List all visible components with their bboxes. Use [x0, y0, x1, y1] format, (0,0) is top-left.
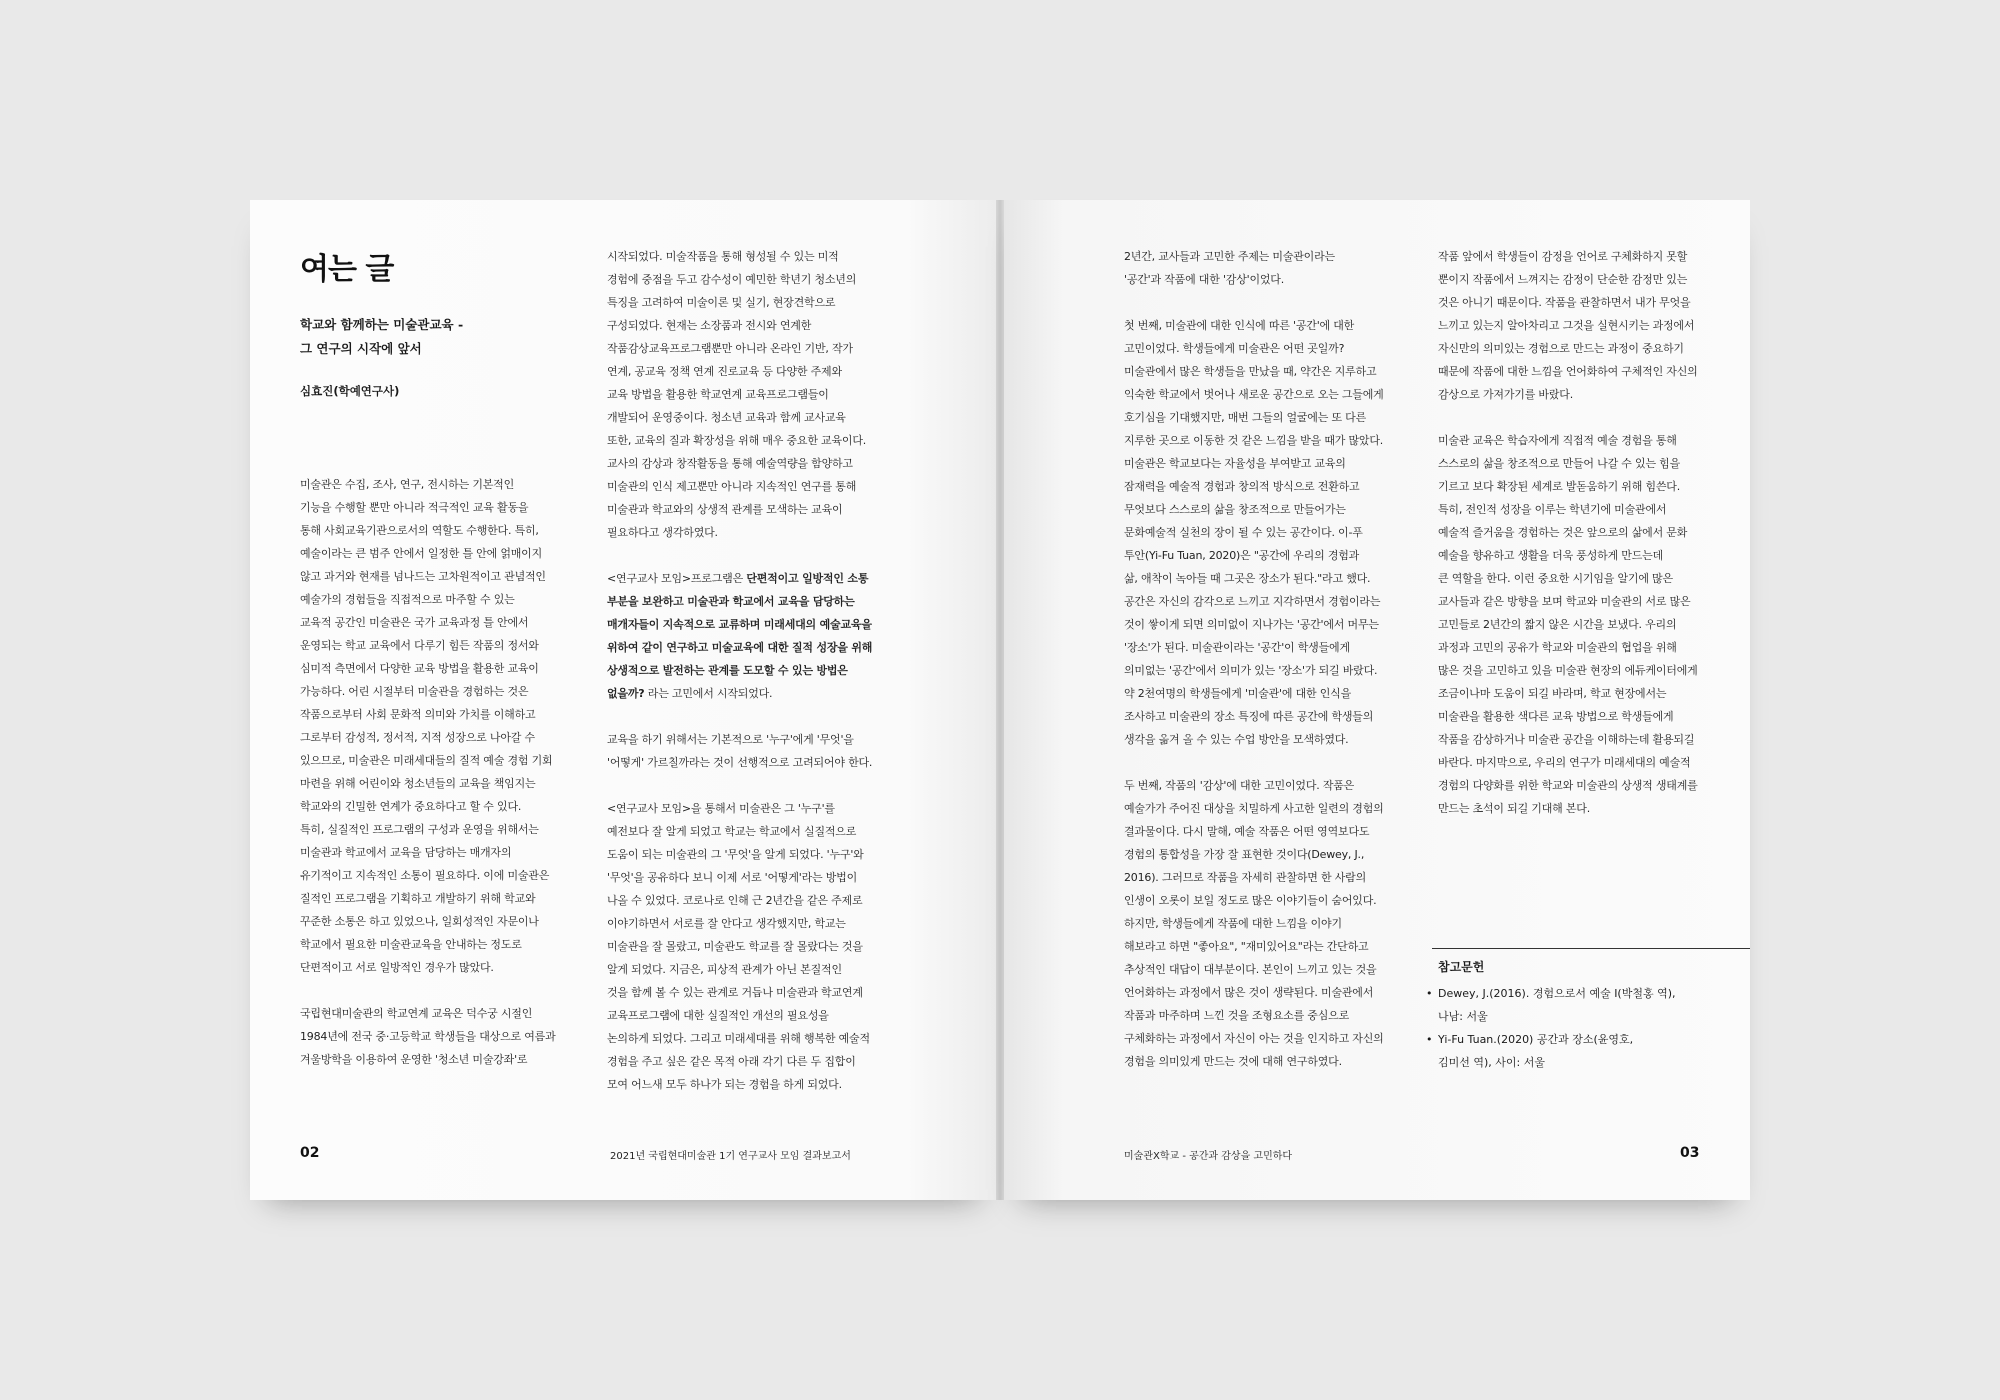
page-title: 여는 글: [300, 252, 394, 287]
page-footer: 2021년 국립현대미술관 1기 연구교사 모임 결과보고서: [610, 1151, 851, 1162]
book-gutter: [996, 200, 1004, 1200]
paragraph: <연구교사 모임>을 통해서 미술관은 그 '누구'를 예전보다 잘 알게 되었고 학교는 학교에서 실질적으로 도움이 되는 미술관의 그 '무엇'을 알게 되었다. '누구'와 '무엇'을 공유하다 보니 이제 서로 '어떻게'라는 방법이 나올 수 있었다. 코로나로 인해 근 2년간을 같은 주제로 이야기하면서 서로를 잘 안다고 생각했지만, 학교는 미술관을 잘 몰랐고, 미술관도 학교를 잘 몰랐다는 것을 알게 되었다. 지금은, 피상적 관계가 아닌 본질적인 것을 함께 볼 수 있는 관계로 거듭나 미술관과 학교연계 교육프로그램에 대한 실질적인 개선의 필요성을 논의하게 되었다. 그리고 미래세대를 위해 행복한 예술적 경험을 주고 싶은 같은 목적 아래 각기 다른 두 집합이 모여 어느새 모두 하나가 되는 경험을 하게 되었다.: [607, 802, 870, 1091]
references-heading: 참고문헌: [1438, 960, 1485, 974]
text-run: 라는 고민에서 시작되었다.: [644, 687, 773, 700]
left-column-1: [300, 473, 600, 1071]
page-number: 03: [1680, 1145, 1700, 1161]
paragraph-emphasis: [607, 567, 907, 705]
bold-text-run: 단편적이고 일방적인 소통 부분을 보완하고 미술관과 학교에서 교육을 담당하는 매개자들이 지속적으로 교류하며 미래세대의 예술교육을 위하여 같이 연구하고 미술교육에 대한 질적 성장을 위해 상생적으로 발전하는 관계를 도모할 수 있는 방법은 없을까?: [607, 572, 873, 700]
article-subtitle: 학교와 함께하는 미술관교육 - 그 연구의 시작에 앞서: [300, 317, 464, 356]
paragraph: 두 번째, 작품의 '감상'에 대한 고민이었다. 작품은 예술가가 주어진 대상을 치밀하게 사고한 일련의 경험의 결과물이다. 다시 말해, 예술 작품은 어떤 영역보다도 경험의 통합성을 가장 잘 표현한 것이다(Dewey, J., 2016). 그러므로 작품을 자세히 관찰하면 한 사람의 인생이 오롯이 보일 정도로 많은 이야기들이 숨어있다. 하지만, 학생들에게 작품에 대한 느낌을 이야기 해보라고 하면 "좋아요", "재미있어요"라는 간단하고 추상적인 대답이 대부분이다. 본인이 느끼고 있는 것을 언어화하는 과정에서 많은 것이 생략된다. 미술관에서 작품과 마주하며 느낀 것을 조형요소를 중심으로 구체화하는 과정에서 자신이 아는 것을 인지하고 자신의 경험을 의미있게 만드는 것에 대해 연구하였다.: [1124, 779, 1384, 1068]
references-list: [1426, 982, 1726, 1074]
reference-item: • Dewey, J.(2016). 경험으로서 예술 I(박철홍 역), 나남: 서울: [1426, 982, 1726, 1028]
paragraph: 2년간, 교사들과 고민한 주제는 미술관이라는 '공간'과 작품에 대한 '감상'이었다.: [1124, 250, 1335, 286]
booklet-spread: [250, 200, 1750, 1200]
author-line: 심효진(학예연구사): [300, 384, 400, 398]
paragraph: 미술관 교육은 학습자에게 직접적 예술 경험을 통해 스스로의 삶을 창조적으로 만들어 나갈 수 있는 힘을 기르고 보다 확장된 세계로 발돋움하기 위해 힘쓴다. 특히, 전인적 성장을 이루는 학년기에 미술관에서 예술적 즐거움을 경험하는 것은 앞으로의 삶에서 문화 예술을 향유하고 생활을 더욱 풍성하게 만드는데 큰 역할을 한다. 이런 중요한 시기임을 알기에 많은 교사들과 같은 방향을 보며 학교와 미술관의 서로 많은 고민들로 2년간의 짧지 않은 시간을 보냈다. 우리의 과정과 고민의 공유가 학교와 미술관의 협업을 위해 많은 것을 고민하고 있을 미술관 현장의 에듀케이터에게 조금이나마 도움이 되길 바라며, 학교 현장에서는 미술관을 활용한 색다른 교육 방법으로 학생들에게 작품을 감상하거나 미술관 공간을 이해하는데 활용되길 바란다. 마지막으로, 우리의 연구가 미래세대의 예술적 경험의 다양화를 위한 학교와 미술관의 상생적 생태계를 만드는 초석이 되길 기대해 본다.: [1438, 434, 1698, 815]
reference-item: • Yi-Fu Tuan.(2020) 공간과 장소(윤영호, 김미선 역), 사이: 서울: [1426, 1028, 1726, 1074]
right-column-2: [1438, 245, 1738, 820]
paragraph: 첫 번째, 미술관에 대한 인식에 따른 '공간'에 대한 고민이었다. 학생들에게 미술관은 어떤 곳일까? 미술관에서 많은 학생들을 만났을 때, 약간은 지루하고 익숙한 학교에서 벗어나 새로운 공간으로 오는 그들에게 호기심을 기대했지만, 매번 그들의 얼굴에는 또 다른 지루한 곳으로 이동한 것 같은 느낌을 받을 때가 많았다. 미술관은 학교보다는 자율성을 부여받고 교육의 잠재력을 예술적 경험과 창의적 방식으로 전환하고 무엇보다 스스로의 삶을 창조적으로 만들어가는 문화예술적 실천의 장이 될 수 있는 공간이다. 이-푸 투안(Yi-Fu Tuan, 2020)은 "공간에 우리의 경험과 삶, 애착이 녹아들 때 그곳은 장소가 된다."라고 했다. 공간은 자신의 감각으로 느끼고 지각하면서 경험이라는 것이 쌓이게 되면 의미없이 지나가는 '공간'에서 머무는 '장소'가 된다. 미술관이라는 '공간'이 학생들에게 의미없는 '공간'에서 의미가 있는 '장소'가 되길 바랐다. 약 2천여명의 학생들에게 '미술관'에 대한 인식을 조사하고 미술관의 장소 특징에 따른 공간에 학생들의 생각을 옮겨 올 수 있는 수업 방안을 모색하였다.: [1124, 319, 1384, 746]
left-page: [250, 200, 996, 1200]
references-divider: [1432, 948, 1750, 949]
left-column-2: [607, 245, 907, 1096]
right-page: [1004, 200, 1750, 1200]
page-number: 02: [300, 1145, 320, 1161]
paragraph: 미술관은 수집, 조사, 연구, 전시하는 기본적인 기능을 수행할 뿐만 아니라 적극적인 교육 활동을 통해 사회교육기관으로서의 역할도 수행한다. 특히, 예술이라는 큰 범주 안에서 일정한 틀 안에 얽매이지 않고 과거와 현재를 넘나드는 고차원적이고 관념적인 예술가의 경험들을 직접적으로 마주할 수 있는 교육적 공간인 미술관은 국가 교육과정 틀 안에서 운영되는 학교 교육에서 다루기 힘든 작품의 정서와 심미적 측면에서 다양한 교육 방법을 활용한 교육이 가능하다. 어린 시절부터 미술관을 경험하는 것은 작품으로부터 사회 문화적 의미와 가치를 이해하고 그로부터 감성적, 정서적, 지적 성장으로 나아갈 수 있으므로, 미술관은 미래세대들의 질적 예술 경험 기회 마련을 위해 어린이와 청소년들의 교육을 책임지는 학교와의 긴밀한 연계가 중요하다고 할 수 있다. 특히, 실질적인 프로그램의 구성과 운영을 위해서는 미술관과 학교에서 교육을 담당하는 매개자의 유기적이고 지속적인 소통이 필요하다. 이에 미술관은 질적인 프로그램을 기획하고 개발하기 위해 학교와 꾸준한 소통은 하고 있었으나, 일회성적인 자문이나 학교에서 필요한 미술관교육을 안내하는 정도로 단편적이고 서로 일방적인 경우가 많았다.: [300, 478, 553, 974]
text-run: <연구교사 모임>프로그램은: [607, 572, 747, 585]
paragraph: 국립현대미술관의 학교연계 교육은 덕수궁 시절인 1984년에 전국 중·고등학교 학생들을 대상으로 여름과 겨울방학을 이용하여 운영한 '청소년 미술강좌'로: [300, 1007, 556, 1066]
page-footer: 미술관X학교 - 공간과 감상을 고민하다: [1124, 1151, 1293, 1162]
paragraph: 작품 앞에서 학생들이 감정을 언어로 구체화하지 못할 뿐이지 작품에서 느껴지는 감정이 단순한 감정만 있는 것은 아니기 때문이다. 작품을 관찰하면서 내가 무엇을 느끼고 있는지 알아차리고 그것을 실현시키는 과정에서 자신만의 의미있는 경험으로 만드는 과정이 중요하기 때문에 작품에 대한 느낌을 언어화하여 구체적인 자신의 감상으로 가져가기를 바랐다.: [1438, 250, 1698, 401]
paragraph: 교육을 하기 위해서는 기본적으로 '누구'에게 '무엇'을 '어떻게' 가르칠까라는 것이 선행적으로 고려되어야 한다.: [607, 733, 873, 769]
paragraph: 시작되었다. 미술작품을 통해 형성될 수 있는 미적 경험에 중점을 두고 감수성이 예민한 학년기 청소년의 특징을 고려하여 미술이론 및 실기, 현장견학으로 구성되었다. 현재는 소장품과 전시와 연계한 작품감상교육프로그램뿐만 아니라 온라인 기반, 작가 연계, 공교육 정책 연계 진로교육 등 다양한 주제와 교육 방법을 활용한 학교연계 교육프로그램들이 개발되어 운영중이다. 청소년 교육과 함께 교사교육 또한, 교육의 질과 확장성을 위해 매우 중요한 교육이다. 교사의 감상과 창작활동을 통해 예술역량을 함양하고 미술관의 인식 제고뿐만 아니라 지속적인 연구를 통해 미술관과 학교와의 상생적 관계를 모색하는 교육이 필요하다고 생각하였다.: [607, 250, 867, 539]
right-column-1: [1124, 245, 1424, 1073]
